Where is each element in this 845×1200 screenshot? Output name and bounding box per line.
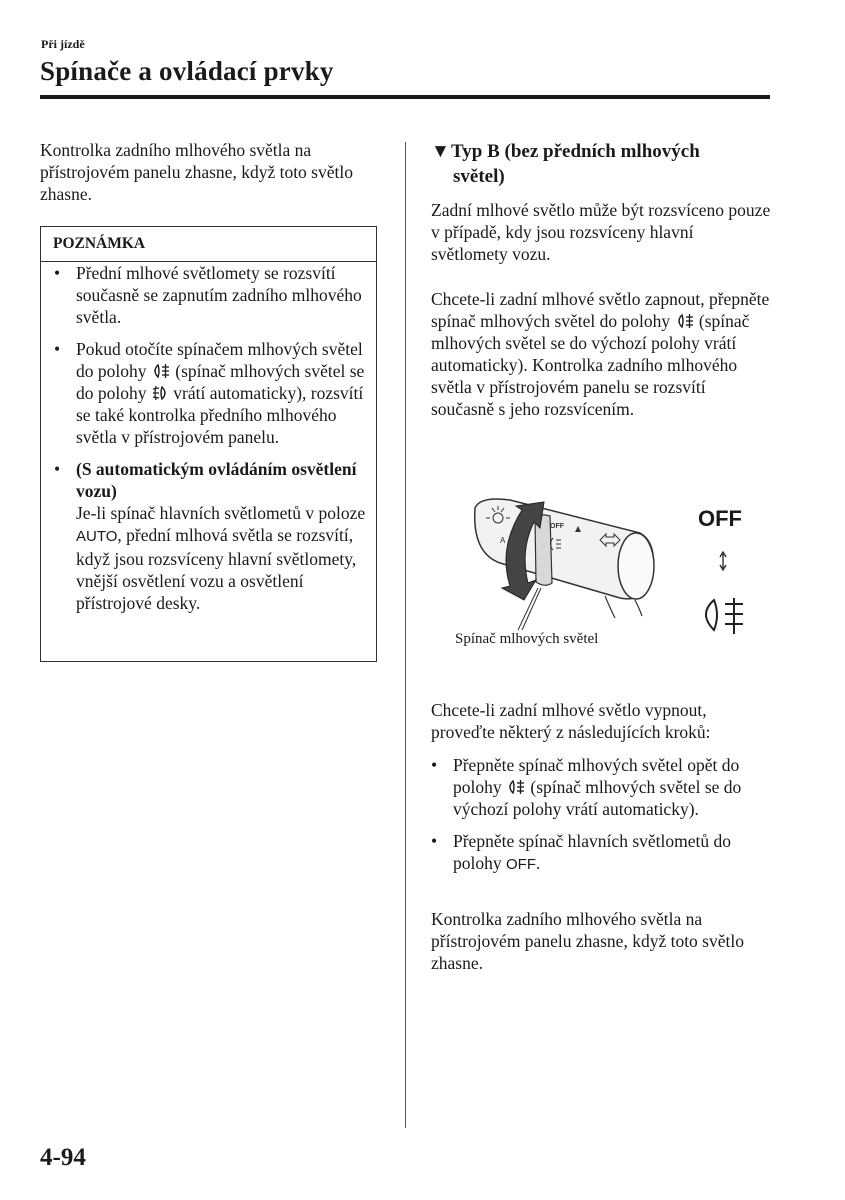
note-item xyxy=(41,262,376,328)
off-steps-list xyxy=(431,754,771,886)
svg-text:A: A xyxy=(500,536,506,545)
para-4 xyxy=(431,908,771,974)
list-item xyxy=(431,754,771,820)
page-number: 4-94 xyxy=(40,1144,86,1171)
page-title: Spínače a ovládací prvky xyxy=(40,56,334,86)
note-item-text-a: Pokud otočíte spínačem mlhových světel do polohy xyxy=(76,339,363,381)
title-rule xyxy=(40,95,770,99)
note-item-text-a: Je-li spínač hlavních světlometů v poloze xyxy=(76,503,366,523)
front-fog-light-icon xyxy=(151,385,169,401)
note-heading: POZNÁMKA xyxy=(41,227,376,262)
note-box xyxy=(40,226,377,662)
rear-fog-light-icon xyxy=(506,779,526,795)
bullet-dot: • xyxy=(431,755,438,775)
bullet-dot: • xyxy=(431,831,438,851)
para-3 xyxy=(431,699,771,743)
off-position-label: OFF xyxy=(698,506,742,531)
figure-caption: Spínač mlhových světel xyxy=(455,631,599,647)
left-column xyxy=(40,139,385,205)
list-item-text-b: . xyxy=(536,853,541,873)
note-item-text-b: , přední mlhová světla se rozsvítí, když jsou rozsvíceny hlavní světlomety, vnější osvětlení vozu a osvětlení přístrojové desky. xyxy=(76,525,357,613)
para-1 xyxy=(431,199,771,265)
auto-position-label: AUTO xyxy=(76,528,118,545)
bullet-dot: • xyxy=(54,459,61,479)
subsection-heading-line1: Typ B (bez předních mlhových xyxy=(451,141,700,162)
subsection-heading xyxy=(431,139,700,189)
switch-off-text: OFF xyxy=(550,523,564,530)
off-position-text: OFF xyxy=(506,856,536,873)
note-item xyxy=(41,338,376,448)
para-1-text: Zadní mlhové světlo může být rozsvíceno pouze v případě, kdy jsou rozsvíceny hlavní světlomety vozu. xyxy=(431,200,771,264)
para-2-text-a: Chcete-li zadní mlhové světlo zapnout, přepněte spínač mlhových světel do polohy xyxy=(431,289,770,331)
rear-fog-light-icon xyxy=(151,363,171,379)
note-item-bold: (S automatickým ovládáním osvětlení vozu) xyxy=(76,459,357,501)
list-item xyxy=(431,830,771,876)
intro-paragraph: Kontrolka zadního mlhového světla na přístrojovém panelu zhasne, když toto světlo zhasne. xyxy=(40,140,353,204)
bullet-dot: • xyxy=(54,339,61,359)
note-list xyxy=(41,262,376,614)
triangle-marker-icon: ▼ xyxy=(431,141,450,162)
para-2 xyxy=(431,288,771,420)
note-item-text-c: vrátí automaticky), rozsvítí se také kontrolka předního mlhového světla v přístrojovém panelu. xyxy=(76,383,364,447)
list-item-text-b: (spínač mlhových světel se do výchozí polohy vrátí automaticky). xyxy=(453,777,742,819)
list-item-text-a: Přepněte spínač hlavních světlometů do polohy xyxy=(453,831,731,873)
rear-fog-light-icon xyxy=(675,313,695,329)
para-3-text: Chcete-li zadní mlhové světlo vypnout, proveďte některý z následujících kroků: xyxy=(431,700,711,742)
rear-fog-light-icon xyxy=(706,598,743,634)
subsection-heading-line2: světel) xyxy=(453,166,505,187)
note-item-text-b: (spínač mlhových světel se do polohy xyxy=(76,361,365,403)
note-item xyxy=(41,458,376,614)
para-4-text: Kontrolka zadního mlhového světla na přístrojovém panelu zhasne, když toto světlo zhasne. xyxy=(431,909,744,973)
bullet-dot: • xyxy=(54,263,61,283)
para-2-text-b: (spínač mlhových světel se do výchozí polohy vrátí automaticky). Kontrolka zadního mlhového světla v přístrojovém panelu se rozsvítí současně s jeho rozsvícením. xyxy=(431,311,750,419)
column-divider xyxy=(405,142,406,1128)
list-item-text-a: Přepněte spínač mlhových světel opět do polohy xyxy=(453,755,740,797)
note-item-text: Přední mlhové světlomety se rozsvítí současně se zapnutím zadního mlhového světla. xyxy=(76,263,362,327)
section-label: Při jízdě xyxy=(41,37,85,51)
